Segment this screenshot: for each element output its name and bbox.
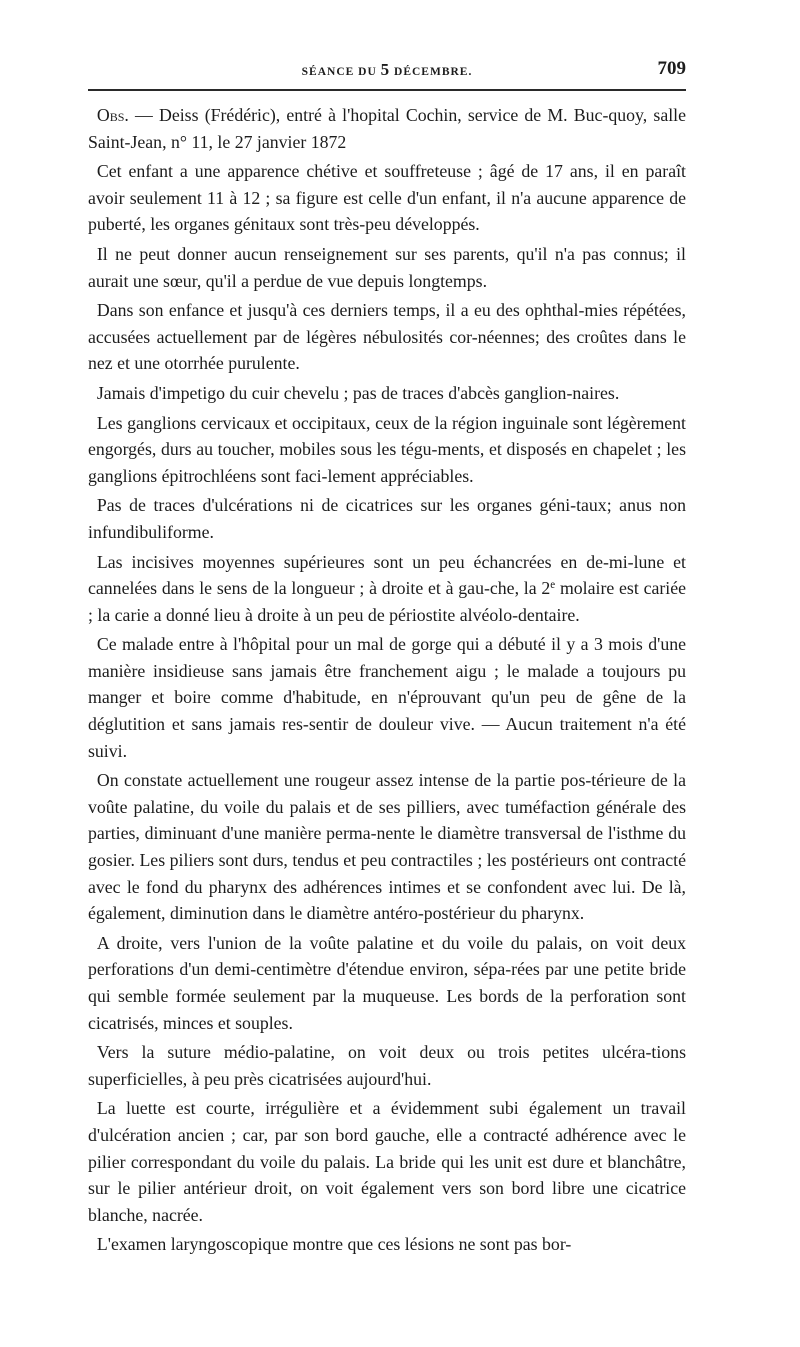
page-number: 709 xyxy=(657,58,686,79)
paragraph: Jamais d'impetigo du cuir chevelu ; pas de traces d'abcès ganglion-naires. xyxy=(96,382,620,403)
paragraph: Cet enfant a une apparence chétive et souffreteuse ; âgé de 17 ans, il en paraît avoir seulement 11 à 12 ; sa figure est celle d'un enfant, il n'a aucune apparence de puberté, les organes génitaux sont très-peu développés. xyxy=(88,161,686,235)
paragraph: La luette est courte, irrégulière et a évidemment subi également un travail d'ulcération ancien ; car, par son bord gauche, elle a contracté adhérence avec le pilier correspondant du voile du palais. La bride qui les unit est dure et blanchâtre, sur le pilier antérieur droit, on voit également vers son bord libre une cicatrice blanche, nacrée. xyxy=(88,1098,686,1225)
paragraph: Pas de traces d'ulcérations ni de cicatrices sur les organes géni-taux; anus non infundibuliforme. xyxy=(88,495,686,542)
paragraph: A droite, vers l'union de la voûte palatine et du voile du palais, on voit deux perforations d'un demi-centimètre d'étendue environ, sépa-rées par une petite bride qui semble formée seulement par la muqueuse. Les bords de la perforation sont cicatrisés, minces et souples. xyxy=(88,932,686,1033)
superscript-e: e xyxy=(550,579,556,592)
paragraph: On constate actuellement une rougeur assez intense de la partie pos-térieure de la voûte palatine, du voile du palais et de ses pilliers, avec tuméfaction générale des parties, diminuant d'une manière perma-nente le diamètre transversal de l'isthme du gosier. Les piliers sont durs, tendus et peu contractiles ; les postérieurs ont contracté avec le fond du pharynx des adhérences intimes et se confondent avec lui. De là, également, diminution dans le diamètre antéro-postérieur du pharynx. xyxy=(88,770,686,924)
paragraph-observation: Obs. — Deiss (Frédéric), entré à l'hopital Cochin, service de M. Buc-quoy, salle Saint-Jean, n° 11, le 27 janvier 1872 xyxy=(88,105,686,152)
paragraph: Dans son enfance et jusqu'à ces derniers temps, il a eu des ophthal-mies répétées, accusées actuellement par de légères nébulosités cor-néennes; des croûtes dans le nez et une otorrhée purulente. xyxy=(88,300,686,374)
page-header xyxy=(88,58,686,84)
article-body xyxy=(88,102,686,1258)
paragraph-last: L'examen laryngoscopique montre que ces lésions ne sont pas bor- xyxy=(96,1234,572,1255)
paragraph: Ce malade entre à l'hôpital pour un mal de gorge qui a débuté il y a 3 mois d'une manière insidieuse sans jamais être franchement aigu ; le malade a toujours pu manger et boire comme d'habitude, en n'éprouvant qu'un peu de gêne de la déglutition et sans jamais res-sentir de douleur vive. — Aucun traitement n'a été suivi. xyxy=(88,634,686,761)
header-rule xyxy=(88,89,686,91)
obs-label: Obs. xyxy=(96,105,129,125)
paragraph-incisives: Las incisives moyennes supérieures sont un peu échancrées en de-mi-lune et cannelées dans le sens de la longueur ; à droite et à gau-che, la 2e molaire est cariée ; la carie a donné lieu à droite à un peu de périostite alvéolo-dentaire. xyxy=(88,551,687,625)
paragraph: Les ganglions cervicaux et occipitaux, ceux de la région inguinale sont légèrement engorgés, durs au toucher, mobiles sous les tégu-ments, et disposés en chapelet ; les ganglions épitrochléens sont faci-lement appréciables. xyxy=(88,412,686,486)
paragraph: Il ne peut donner aucun renseignement sur ses parents, qu'il n'a pas connus; il aurait une sœur, qu'il a perdue de vue depuis longtemps. xyxy=(88,243,686,291)
running-head: SÉANCE DU 5 DÉCEMBRE. xyxy=(301,60,473,79)
paragraph: Vers la suture médio-palatine, on voit deux ou trois petites ulcéra-tions superficielles, à peu près cicatrisées aujourd'hui. xyxy=(88,1042,686,1089)
